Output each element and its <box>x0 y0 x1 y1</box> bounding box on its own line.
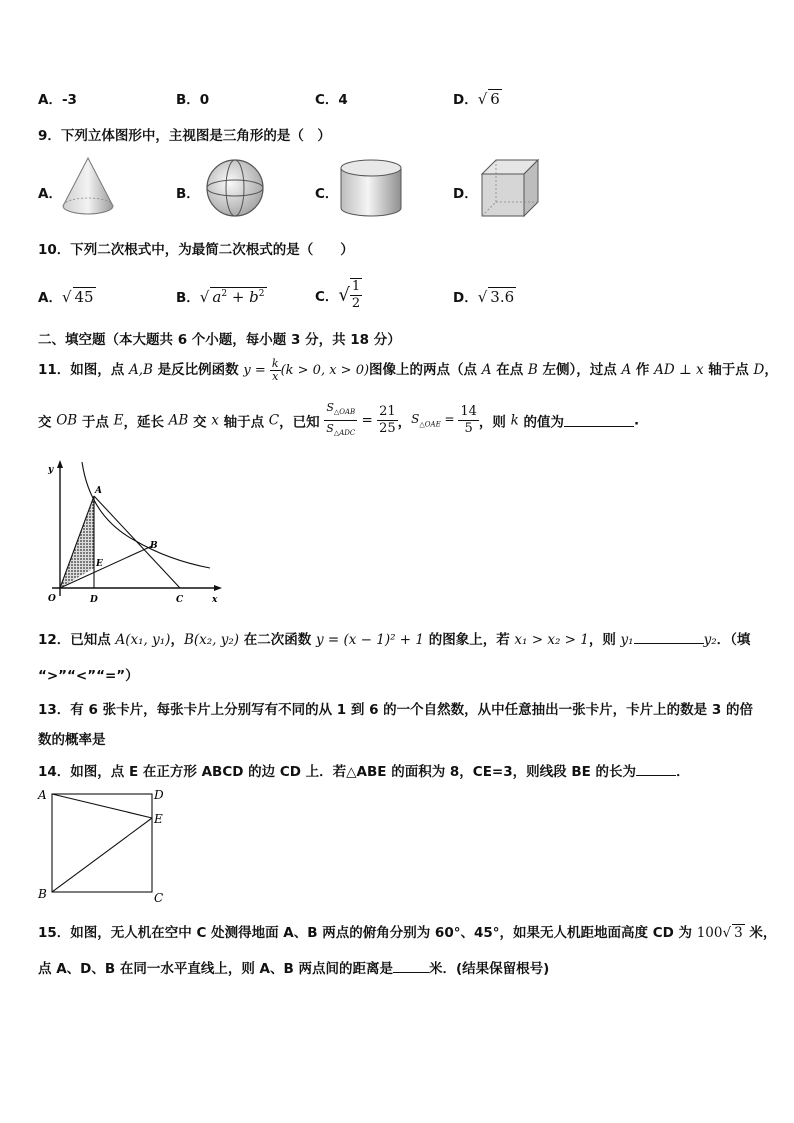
area-ratio-label: $\frac{S_{\triangle OAB}}{S_{\triangle ADC}}$ <box>326 401 356 438</box>
fig11-label-y: y <box>48 465 54 475</box>
question-11-line-1 <box>38 358 778 383</box>
option-d-q9: D． <box>453 186 478 202</box>
figure-11-graph <box>38 456 228 608</box>
q11-math: x <box>211 412 219 429</box>
q11-text: ，则 <box>478 414 511 431</box>
q11-math: A <box>481 362 492 378</box>
q11-text: ， <box>397 414 412 431</box>
fig14-label-a: A <box>38 788 47 802</box>
question-9-stem: 9．下列立体图形中，主视图是三角形的是（ ） <box>38 128 331 144</box>
question-13-line-1: 13．有 6 张卡片，每张卡片上分别写有不同的从 1 到 6 的一个自然数，从中任意抽出一张卡片，卡片上的数是 3 的倍 <box>38 702 753 718</box>
option-c-q9: C． <box>315 186 339 202</box>
question-10-stem: 10．下列二次根式中，为最简二次根式的是（ ） <box>38 242 354 258</box>
question-11-line-2: 交 OB 于点 E，延长 AB 交 x 轴于点 C，已知 $\frac{S_{\triangle OAB}}{S_{\triangle ADC}}$ = $\frac{21}{25}$ ，$S_{\triangle OAE}$ = $\frac{14}{5}$ ，则 k 的值为 . <box>38 400 639 441</box>
q11-math: E <box>113 412 124 429</box>
option-d-q8: D．√ 6 <box>453 90 500 108</box>
q11-text: 是反比例函数 <box>152 362 244 378</box>
q11-math: D <box>753 362 765 378</box>
cone-figure <box>60 156 116 218</box>
q12-text: 12．已知点 <box>38 632 116 648</box>
option-d-root: 6 <box>490 90 500 108</box>
q12-text: 的图象上，若 <box>424 632 515 648</box>
fig11-label-x: x <box>212 595 218 605</box>
q12-y2: y₂ <box>703 632 717 648</box>
q11-text: 11．如图，点 <box>38 362 129 378</box>
cylinder-figure <box>338 158 404 220</box>
q15-text: 米．(结果保留根号) <box>428 961 550 977</box>
q15-height-root: 3 <box>734 925 743 941</box>
area-oae-value: $\frac{14}{5}$ <box>460 404 477 437</box>
question-12-line-1 <box>38 628 750 648</box>
q11-text: 于点 <box>77 414 114 431</box>
q11-text: ， <box>764 362 778 378</box>
option-b-q10: B．√ $a^2 + b^2$ <box>176 288 265 306</box>
option-b-radicand: $a^2 + b^2$ <box>212 288 265 306</box>
q11-math: k <box>510 412 519 429</box>
q11-text: 的值为 <box>518 414 565 431</box>
fig11-label-o: O <box>48 594 56 604</box>
q11-math: B <box>527 362 538 378</box>
q11-text: 作 <box>631 362 655 378</box>
option-a-letter: A． <box>38 290 62 306</box>
fig11-label-e: E <box>96 559 103 569</box>
q11-math: A,B <box>129 362 153 378</box>
option-a-q8: A．-3 <box>38 92 77 108</box>
fig11-label-c: C <box>176 595 184 605</box>
q11-text: . <box>634 412 640 429</box>
q11-function: y = $\frac{k}{x}$ (k > 0, x > 0) <box>243 357 370 383</box>
option-c-q10: C．√ $\frac{1}{2}$ <box>315 279 361 311</box>
section-heading: 二、填空题（本大题共 6 个小题，每小题 3 分，共 18 分） <box>38 332 401 348</box>
option-c-q8: C．4 <box>315 92 348 108</box>
q12-text: ．（填 <box>716 632 751 648</box>
option-c-denominator: 2 <box>351 296 361 311</box>
question-14-stem <box>38 760 690 780</box>
q11-text: 交 <box>188 414 212 431</box>
q12-text: ， <box>170 632 184 648</box>
option-d-q10: D．√ 3.6 <box>453 288 515 306</box>
sphere-figure <box>204 158 266 218</box>
option-b-q8: B．0 <box>176 92 210 108</box>
q11-text: ，延长 <box>123 414 169 431</box>
q15-height-number: 100 <box>696 925 723 941</box>
option-c-letter: C． <box>315 289 339 305</box>
option-d-letter-q10: D． <box>453 290 478 306</box>
q11-text: 左侧），过点 <box>537 362 622 378</box>
q14-text: ． <box>676 764 690 780</box>
q12-point-a: A(x₁, y₁) <box>115 632 171 648</box>
q15-text: 点 A、D、B 在同一水平直线上，则 A、B 两点间的距离是 <box>38 961 393 977</box>
q12-text: ，则 <box>588 632 621 648</box>
q11-text: 轴于点 <box>703 362 754 378</box>
option-d-root-q10: 3.6 <box>490 288 515 306</box>
area-ratio-value: $\frac{21}{25}$ <box>379 404 396 437</box>
q11-text: 轴于点 <box>218 414 269 431</box>
answer-blank-14[interactable] <box>636 763 676 776</box>
q11-math: C <box>268 412 280 429</box>
q11-math: OB <box>56 412 78 429</box>
fig14-label-b: B <box>38 887 47 901</box>
q11-math: A <box>621 362 632 378</box>
area-oae-label: $S_{\triangle OAE}$ = <box>411 412 459 429</box>
question-15-line-1: 15．如图，无人机在空中 C 处测得地面 A、B 两点的俯角分别为 60°、45°，如果无人机距地面高度 CD 为 100√ 3 米， <box>38 925 777 941</box>
option-b-q9: B． <box>176 186 200 202</box>
answer-blank-15[interactable] <box>393 960 429 973</box>
q11-text: 交 <box>38 414 57 431</box>
option-b-letter: B． <box>176 290 200 306</box>
q11-math: AD ⊥ x <box>654 362 704 378</box>
q12-point-b: B(x₂, y₂) <box>183 632 240 648</box>
option-a-q9: A． <box>38 186 62 202</box>
answer-blank-11[interactable] <box>564 414 634 427</box>
q11-text: 在点 <box>491 362 528 378</box>
cube-figure <box>478 156 542 220</box>
q11-math: AB <box>168 412 189 429</box>
option-a-q10: A．√ 45 <box>38 288 94 306</box>
fig14-label-c: C <box>154 891 164 905</box>
fig11-label-d: D <box>90 595 98 605</box>
fig11-label-b: B <box>150 541 158 551</box>
q12-text: 在二次函数 <box>239 632 316 648</box>
option-a-root: 45 <box>74 288 94 306</box>
q11-text: 图像上的两点（点 <box>369 362 482 378</box>
q15-text: 15．如图，无人机在空中 C 处测得地面 A、B 两点的俯角分别为 60°、45°，如果无人机距地面高度 CD 为 <box>38 925 697 941</box>
q12-condition: x₁ > x₂ > 1 <box>514 632 589 648</box>
figure-14-square <box>34 786 174 906</box>
option-c-numerator: 1 <box>351 279 361 294</box>
q14-text: 14．如图，点 E 在正方形 ABCD 的边 CD 上．若△ABE 的面积为 8，CE=3，则线段 BE 的长为 <box>38 764 637 780</box>
q11-text: ，已知 <box>279 414 325 431</box>
option-d-letter: D． <box>453 92 478 108</box>
fig14-label-d: D <box>154 788 164 802</box>
question-13-line-2: 数的概率是 <box>38 732 106 748</box>
answer-blank-12[interactable] <box>634 631 704 644</box>
question-15-line-2 <box>38 957 549 977</box>
question-12-line-2: “>”“<”“=”） <box>38 668 139 684</box>
q12-function: y = (x − 1)² + 1 <box>315 632 424 648</box>
q12-y1: y₁ <box>620 632 634 648</box>
q15-text: 米， <box>744 925 777 941</box>
fig11-label-a: A <box>95 486 102 496</box>
fig14-label-e: E <box>154 812 163 826</box>
